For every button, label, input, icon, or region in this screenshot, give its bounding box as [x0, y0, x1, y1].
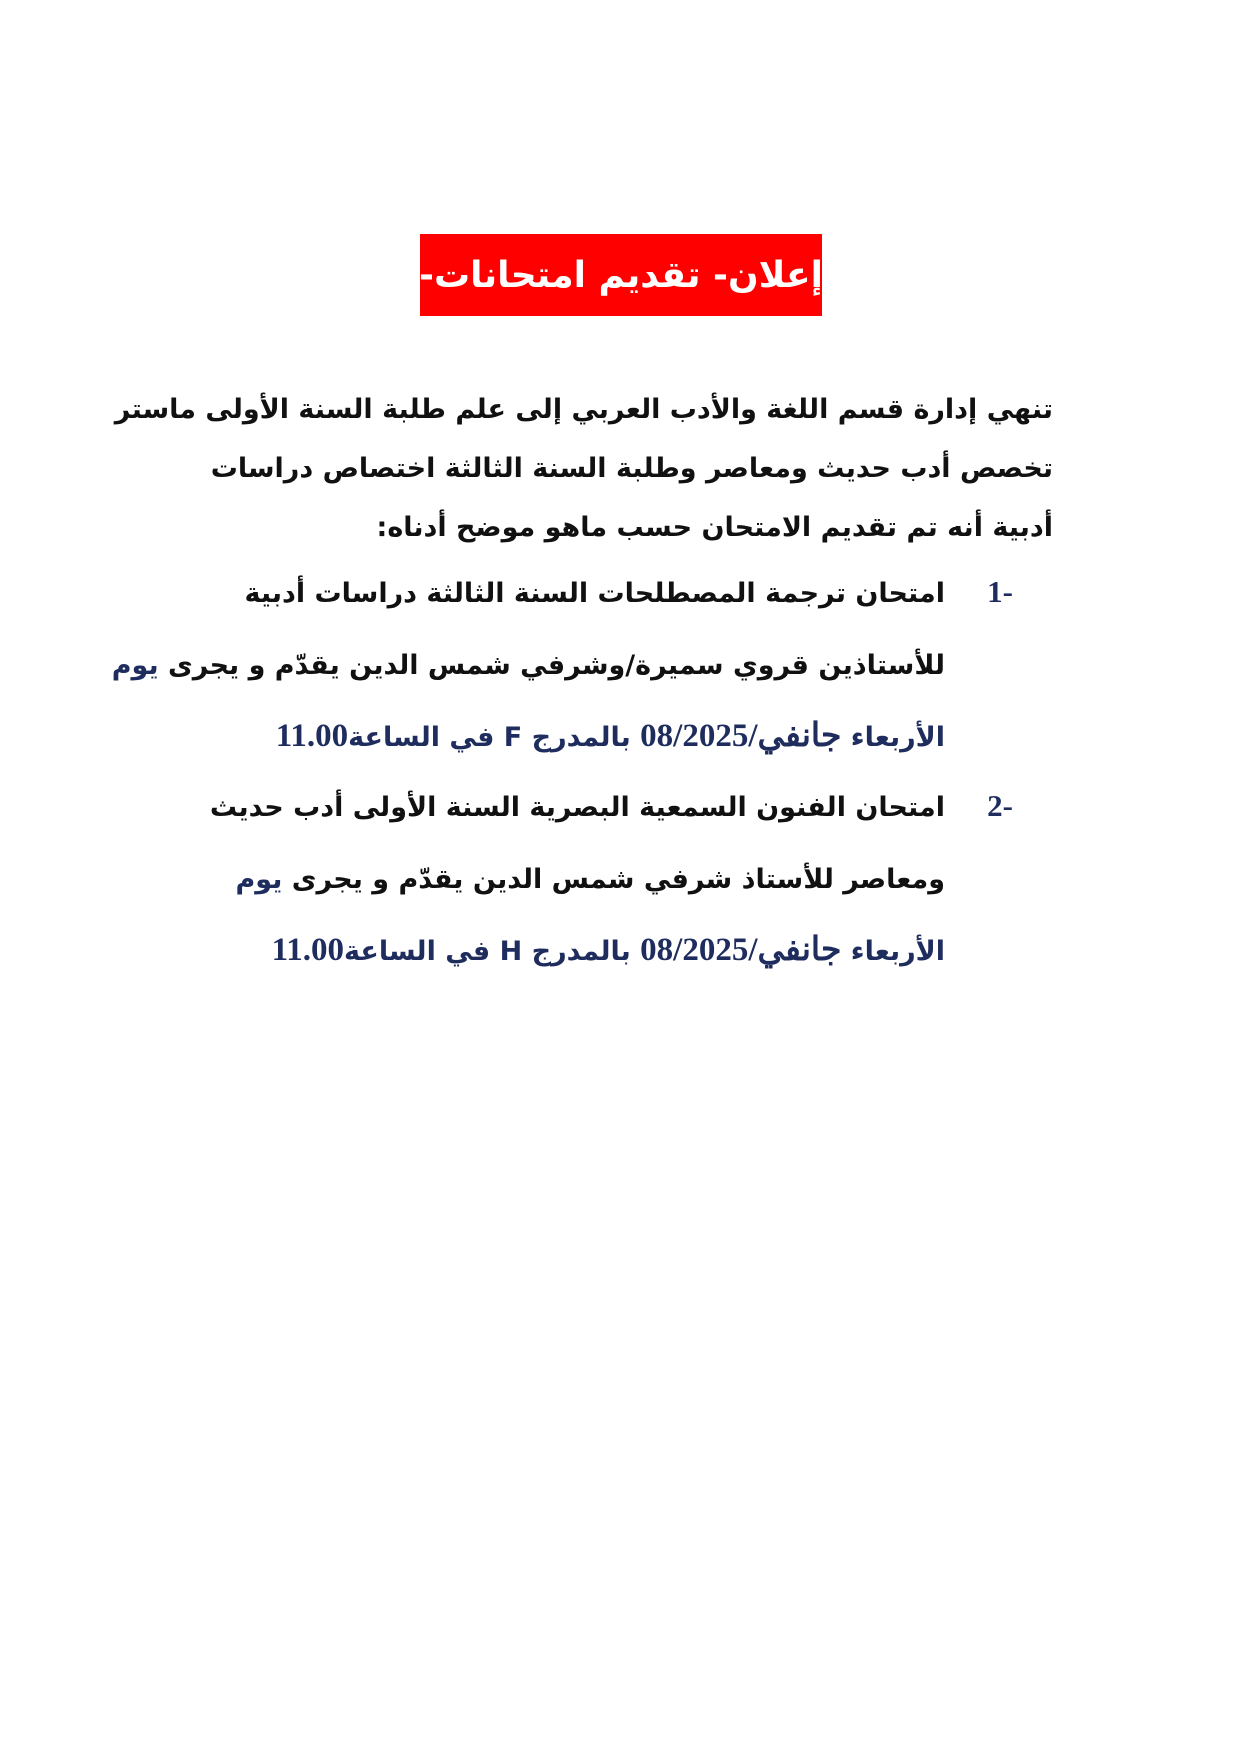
page-title: إعلان- تقديم امتحانات- [419, 254, 823, 296]
item-2-professor: ومعاصر للأستاذ شرفي شمس الدين يقدّم و يجرى [291, 864, 945, 895]
item-1-room: بالمدرج F [503, 722, 631, 753]
item-1-date: 08/جانفي/2025 [640, 718, 842, 754]
item-2-time: 11.00 [271, 932, 344, 968]
item-2-weekday: الأربعاء [850, 936, 945, 967]
intro-line-1: تنهي إدارة قسم اللغة والأدب العربي إلى علم طلبة السنة الأولى ماستر [114, 394, 1053, 425]
title-banner [420, 234, 822, 316]
item-2-time-label: في الساعة [344, 936, 491, 967]
item-2-line-1: امتحان الفنون السمعية البصرية السنة الأولى أدب حديث [209, 792, 945, 823]
item-1-day-label: يوم [111, 650, 159, 681]
list-item-number: 1- [987, 574, 1013, 609]
item-1-line-1: امتحان ترجمة المصطلحات السنة الثالثة دراسات أدبية [244, 578, 945, 609]
item-1-time-label: في الساعة [348, 722, 495, 753]
item-2-date: 08/جانفي/2025 [640, 932, 842, 968]
item-1-time: 11.00 [275, 718, 349, 754]
item-1-weekday: الأربعاء [850, 722, 945, 753]
intro-line-3: أدبية أنه تم تقديم الامتحان حسب ماهو موضح أدناه: [376, 512, 1053, 543]
list-item-number: 2- [987, 788, 1013, 823]
item-1-line-3 [276, 716, 945, 758]
item-2-room: بالمدرج H [499, 936, 631, 967]
item-2-line-3 [272, 930, 945, 972]
item-2-line-2 [236, 860, 946, 900]
intro-line-2: تخصص أدب حديث ومعاصر وطلبة السنة الثالثة اختصاص دراسات [210, 453, 1053, 484]
item-1-professors: للأستاذين قروي سميرة/وشرفي شمس الدين يقدّم و يجرى [168, 650, 945, 681]
item-1-line-2 [112, 646, 945, 686]
item-2-day-label: يوم [235, 864, 283, 895]
